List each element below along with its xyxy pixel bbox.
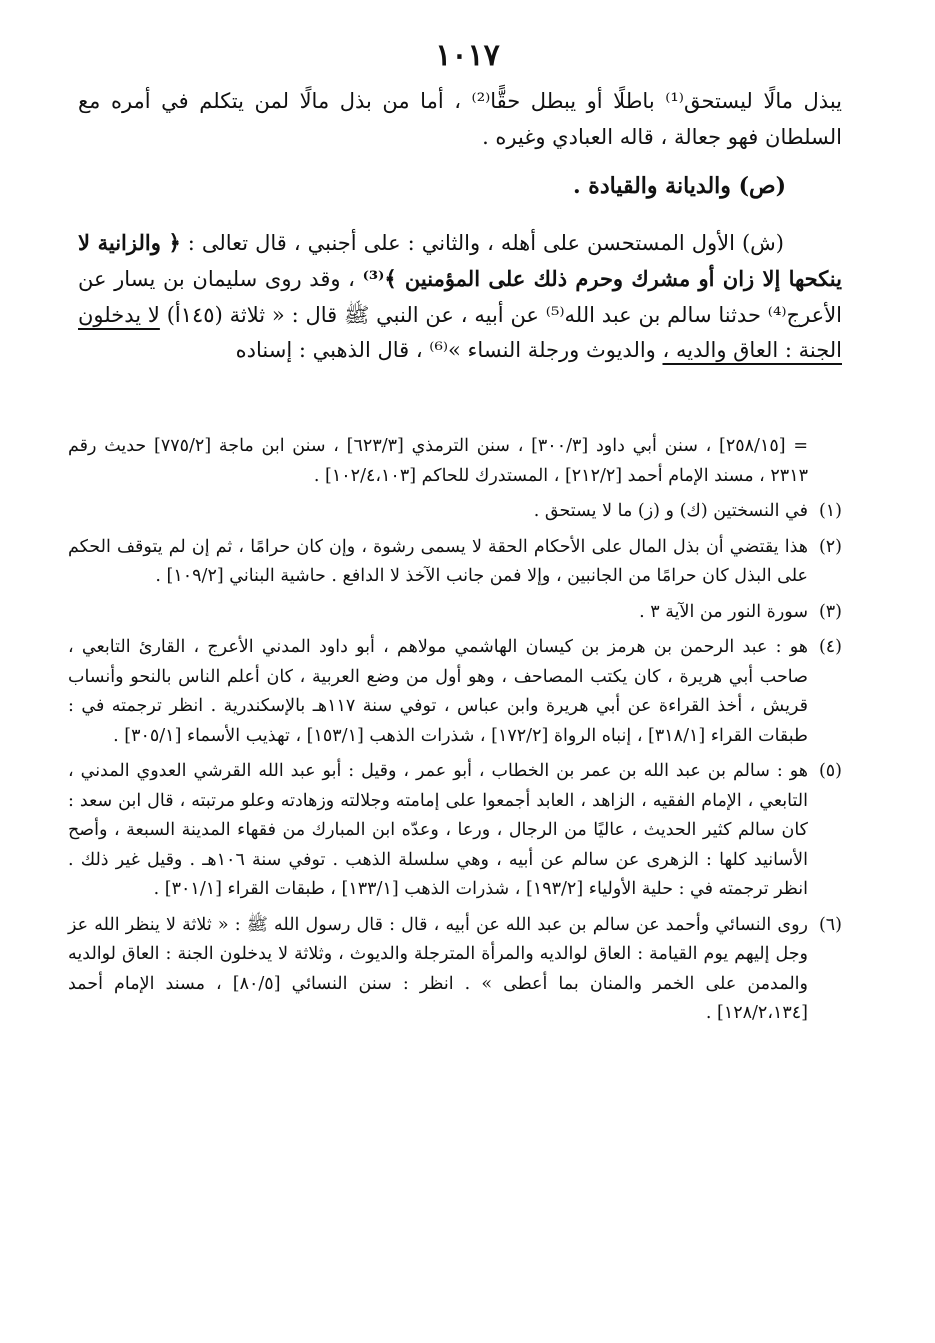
footnote-number: (٣) bbox=[818, 601, 842, 622]
footnote-number: (٦) bbox=[818, 914, 842, 935]
footnote-6 bbox=[68, 911, 842, 1029]
section-heading: (ص) والديانة والقيادة . bbox=[572, 173, 786, 199]
footnote-text: هو : سالم بن عبد الله بن عمر بن الخطاب ، أبو عمر ، وقيل : أبو عبد الله القرشي العدوي المدني ، التابعي ، الإمام الفقيه ، الزاهد ، العابد أجمعوا على إمامته وجلالته وزهادته وعلو مرتبته ، قال ابن سعد : كان سالم كثير الحديث ، عاليًا من الرجال ، ورعا ، وعدّه ابن المبارك من فقهاء المدينة السبعة ، وأصح الأسانيد كلها : الزهرى عن سالم عن أبيه ، وهي سلسلة الذهب . توفي سنة ١٠٦هـ . وقيل غير ذلك . انظر ترجمته في : حلية الأولياء [١٩٣/٢] ، شذرات الذهب [١٣٣/١] ، طبقات القراء [٣٠١/١] . bbox=[68, 761, 808, 899]
underlined-hadith-text: لا يدخلون الجنة : العاق والديه ، bbox=[78, 302, 842, 362]
footnote-text: هذا يقتضي أن بذل المال على الأحكام الحقة لا يسمى رشوة ، وإن كان حرامًا ، ثم إن لم يتوقف الحكم على البذل كان حرامًا من الجانبين ، وإلا فمن جانب الآخذ لا الدافع . حاشية البناني [١٠٩/٢] . bbox=[68, 536, 808, 586]
footnote-number: (٤) bbox=[818, 637, 842, 657]
page-number: ١٠١٧ bbox=[435, 38, 500, 73]
footnote-continuation bbox=[68, 432, 842, 491]
quran-quote: ﴿ والزانية لا ينكحها إلا زان أو مشرك وحرم ذلك على المؤمنين ﴾⁽³⁾ bbox=[78, 229, 842, 291]
footnote-1 bbox=[68, 497, 842, 527]
commentary-middle: ، وقد روى سليمان بن يسار عن الأعرج⁽⁴⁾ حدثنا سالم بن عبد الله⁽⁵⁾ عن أبيه ، عن النبي ﷺ قال : « ثلاثة (١٤٥أ) bbox=[78, 267, 843, 327]
commentary-end: والديوث ورجلة النساء »⁽⁶⁾ ، قال الذهبي : إسناده bbox=[235, 338, 663, 362]
commentary-intro: (ش) الأول المستحسن على أهله ، والثاني : على أجنبي ، قال تعالى : bbox=[180, 230, 784, 255]
footnote-3 bbox=[68, 598, 842, 628]
footnote-number: (٥) bbox=[818, 761, 842, 781]
footnote-number: (٢) bbox=[818, 536, 842, 557]
footnote-4 bbox=[68, 633, 842, 751]
footnotes bbox=[68, 432, 842, 1035]
footnote-5 bbox=[68, 757, 842, 905]
footnote-text: هو : عبد الرحمن بن هرمز بن كيسان الهاشمي مولاهم ، أبو داود المدني الأعرج ، القارئ التابعي ، صاحب أبي هريرة ، كان يكتب المصاحف ، وهو أول من وضع العربية ، كان أعلم الناس بالنحو وأنساب قريش ، أخذ القراءة عن أبي هريرة وابن عباس ، توفي سنة ١١٧هـ بالإسكندرية . انظر ترجمته في : طبقات القراء [٣١٨/١] ، إنباه الرواة [١٧٢/٢] ، شذرات الذهب [١٥٣/١] ، تهذيب الأسماء [٣٠٥/١] . bbox=[68, 637, 808, 746]
footnote-continuation-text: = [٢٥٨/١٥] ، سنن أبي داود [٣٠٠/٣] ، سنن الترمذي [٦٢٣/٣] ، سنن ابن ماجة [٧٧٥/٢] حديث رقم ٢٣١٣ ، مسند الإمام أحمد [٢١٢/٢] ، المستدرك للحاكم [١٠٢/٤،١٠٣] . bbox=[68, 436, 808, 486]
footnote-2 bbox=[68, 533, 842, 592]
footnote-number: (١) bbox=[818, 501, 842, 521]
footnote-text: في النسختين (ك) و (ز) ما لا يستحق . bbox=[533, 501, 808, 521]
main-text bbox=[78, 84, 842, 383]
commentary-paragraph bbox=[78, 225, 842, 369]
footnote-text: روى النسائي وأحمد عن سالم بن عبد الله عن أبيه ، قال : قال رسول الله ﷺ : « ثلاثة لا ينظر الله عز وجل إليهم يوم القيامة : العاق لوالديه والمرأة المترجلة والديوث ، وثلاثة لا يدخلون الجنة : العاق لوالديه والمدمن على الخمر والمنان بما أعطى » . انظر : سنن النسائي [٨٠/٥] ، مسند الإمام أحمد [١٢٨/٢،١٣٤] . bbox=[68, 914, 808, 1023]
paragraph-continuation: يبذل مالًا ليستحق⁽¹⁾ باطلًا أو يبطل حقًّا⁽²⁾ ، أما من بذل مالًا لمن يتكلم في أمره مع السلطان فهو جعالة ، قاله العبادي وغيره . bbox=[78, 89, 842, 149]
footnote-text: سورة النور من الآية ٣ . bbox=[639, 601, 808, 622]
